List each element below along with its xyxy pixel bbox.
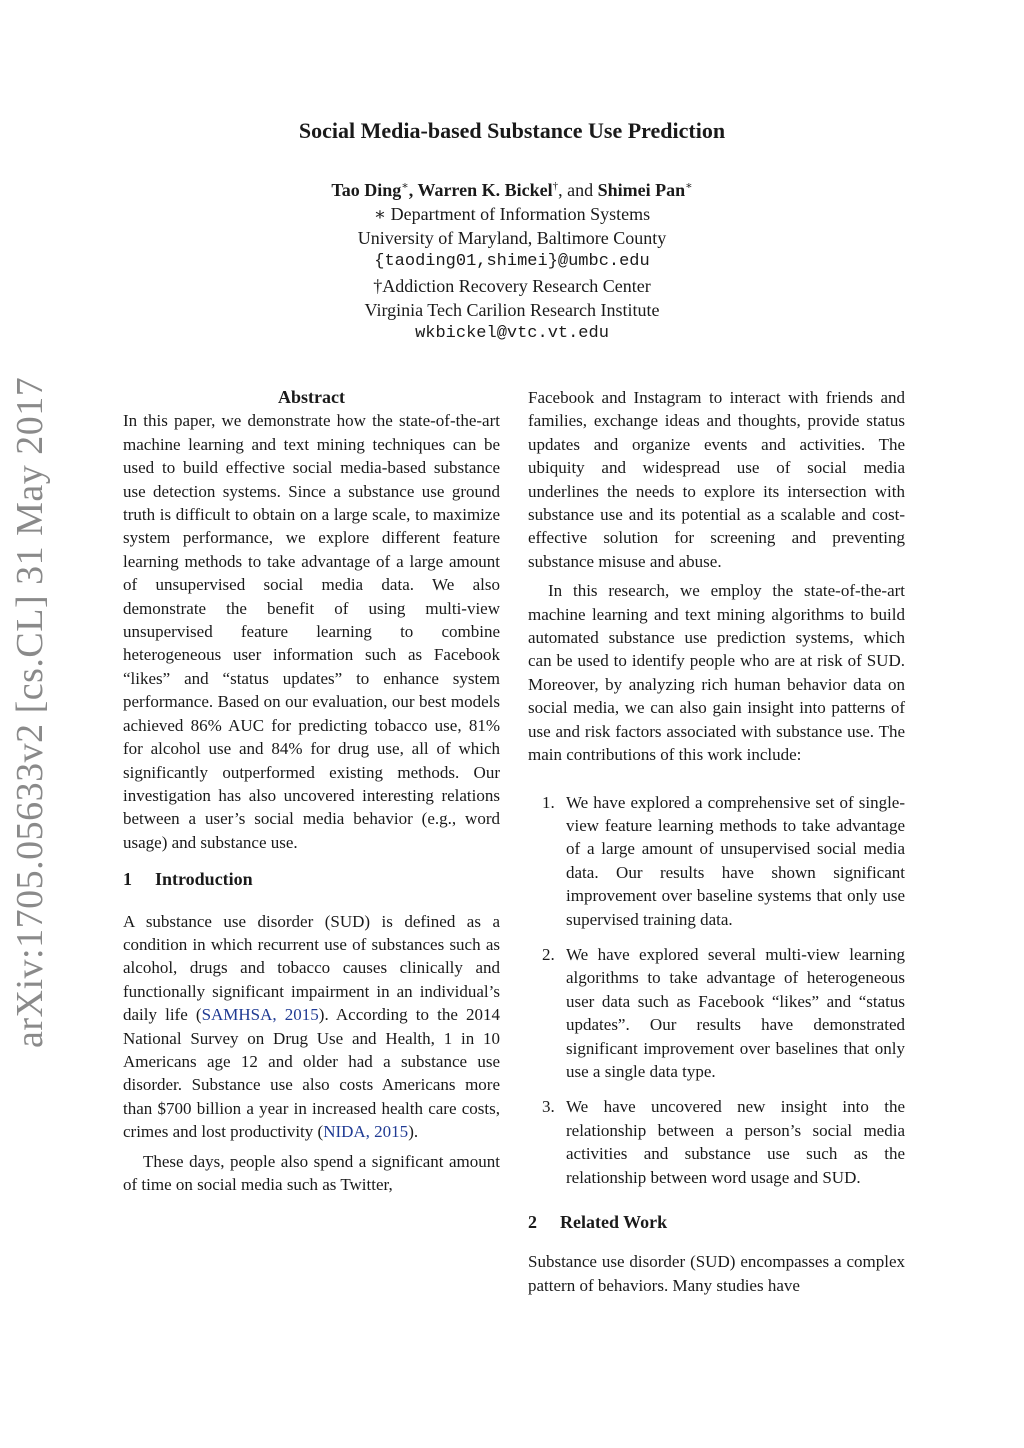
right-column xyxy=(528,386,905,1297)
author-block xyxy=(0,174,1024,346)
related-work-text: Substance use disorder (SUD) encompasses a complex pattern of behaviors. Many studies have xyxy=(528,1252,905,1295)
left-column xyxy=(123,386,500,1196)
affiliation-4: Virginia Tech Carilion Research Institute xyxy=(364,300,660,320)
affiliation-1: ∗ Department of Information Systems xyxy=(373,204,651,224)
abstract-text: In this paper, we demonstrate how the state-of-the-art machine learning and text mining techniques can be used to build effective social media-based substance use detection systems. Since a substance use ground truth is difficult to obtain on a large scale, to maximize system performance, we explore different feature learning methods to take advantage of a large amount of unsupervised social media data. We also demonstrate the benefit of using multi-view unsupervised feature learning to combine heterogeneous user information such as Facebook “likes” and “status updates” to enhance system performance. Based on our evaluation, our best models achieved 86% AUC for predicting tobacco use, 81% for alcohol use and 84% for drug use, all of which significantly outperformed existing methods. Our investigation has also uncovered interesting relations between a user’s social media behavior (e.g., word usage) and substance use. xyxy=(123,411,500,852)
author-3: Shimei Pan xyxy=(597,180,686,200)
section-2-heading: 2 Related Work xyxy=(528,1212,668,1232)
intro-paragraph-1: A substance use disorder (SUD) is defined as a condition in which recurrent use of substances such as alcohol, drugs and tobacco causes clinically and functionally significant impairment in an individual’s daily life (SAMHSA, 2015). According to the 2014 National Survey on Drug Use and Health, 1 in 10 Americans age 12 and older had a substance use disorder. Substance use also costs Americans more than $700 billion a year in increased health care costs, crimes and lost productivity (NIDA, 2015). xyxy=(123,911,501,1142)
citation-nida[interactable]: NIDA, 2015 xyxy=(323,1122,409,1142)
arxiv-identifier: arXiv:1705.05633v2 [cs.CL] 31 May 2017 xyxy=(9,376,51,1048)
intro-paragraph-2-end: Facebook and Instagram to interact with friends and families, exchange ideas and thoughts, provide status updates and organize events and activities. The ubiquity and widespread use of social media underlines the needs to explore its intersection with substance use and its potential as a scalable and cost-effective solution for screening and preventing substance misuse and abuse. xyxy=(528,388,905,571)
intro-paragraph-2-start: These days, people also spend a significant amount of time on social media such as Twitter, xyxy=(123,1151,500,1194)
section-1-heading: 1 Introduction xyxy=(123,869,253,890)
author-names: Tao Ding∗, Warren K. Bickel†, and Shimei Pan∗ xyxy=(331,180,693,200)
abstract-heading: Abstract xyxy=(278,387,345,407)
email-vt: wkbickel@vtc.vt.edu xyxy=(415,324,609,343)
affiliation-2: University of Maryland, Baltimore County xyxy=(357,228,667,248)
contribution-item: 1. We have explored a comprehensive set of single-view feature learning methods to take advantage of a large amount of unsupervised social media data. Our results have shown significant improvement over baseline systems that only use supervised training data. xyxy=(542,792,905,929)
contribution-item: 3. We have uncovered new insight into the relationship between a person’s social media activities and substance use such as the relationship between word usage and SUD. xyxy=(542,1097,905,1187)
affiliation-3: †Addiction Recovery Research Center xyxy=(373,276,651,296)
email-umbc: {taoding01,shimei}@umbc.edu xyxy=(374,252,650,271)
contribution-item: 2. We have explored several multi-view learning algorithms to take advantage of heterogeneous user data such as Facebook “likes” and “status updates”. Our results have demonstrated significant improvement over baselines that only use a single data type. xyxy=(542,944,905,1081)
contributions-list xyxy=(528,791,905,1190)
citation-samhsa[interactable]: SAMHSA, 2015 xyxy=(201,1005,319,1025)
intro-paragraph-3: In this research, we employ the state-of-the-art machine learning and text mining algorithms to build automated substance use prediction systems, which can be used to identify people who are at risk of SUD. Moreover, by analyzing rich human behavior data on social media, we can also gain insight into patterns of use and risk factors associated with substance use. The main contributions of this work include: xyxy=(528,581,905,765)
author-2: Warren K. Bickel xyxy=(417,180,553,200)
paper-title: Social Media-based Substance Use Prediction xyxy=(298,118,726,143)
author-1: Tao Ding xyxy=(331,180,402,200)
